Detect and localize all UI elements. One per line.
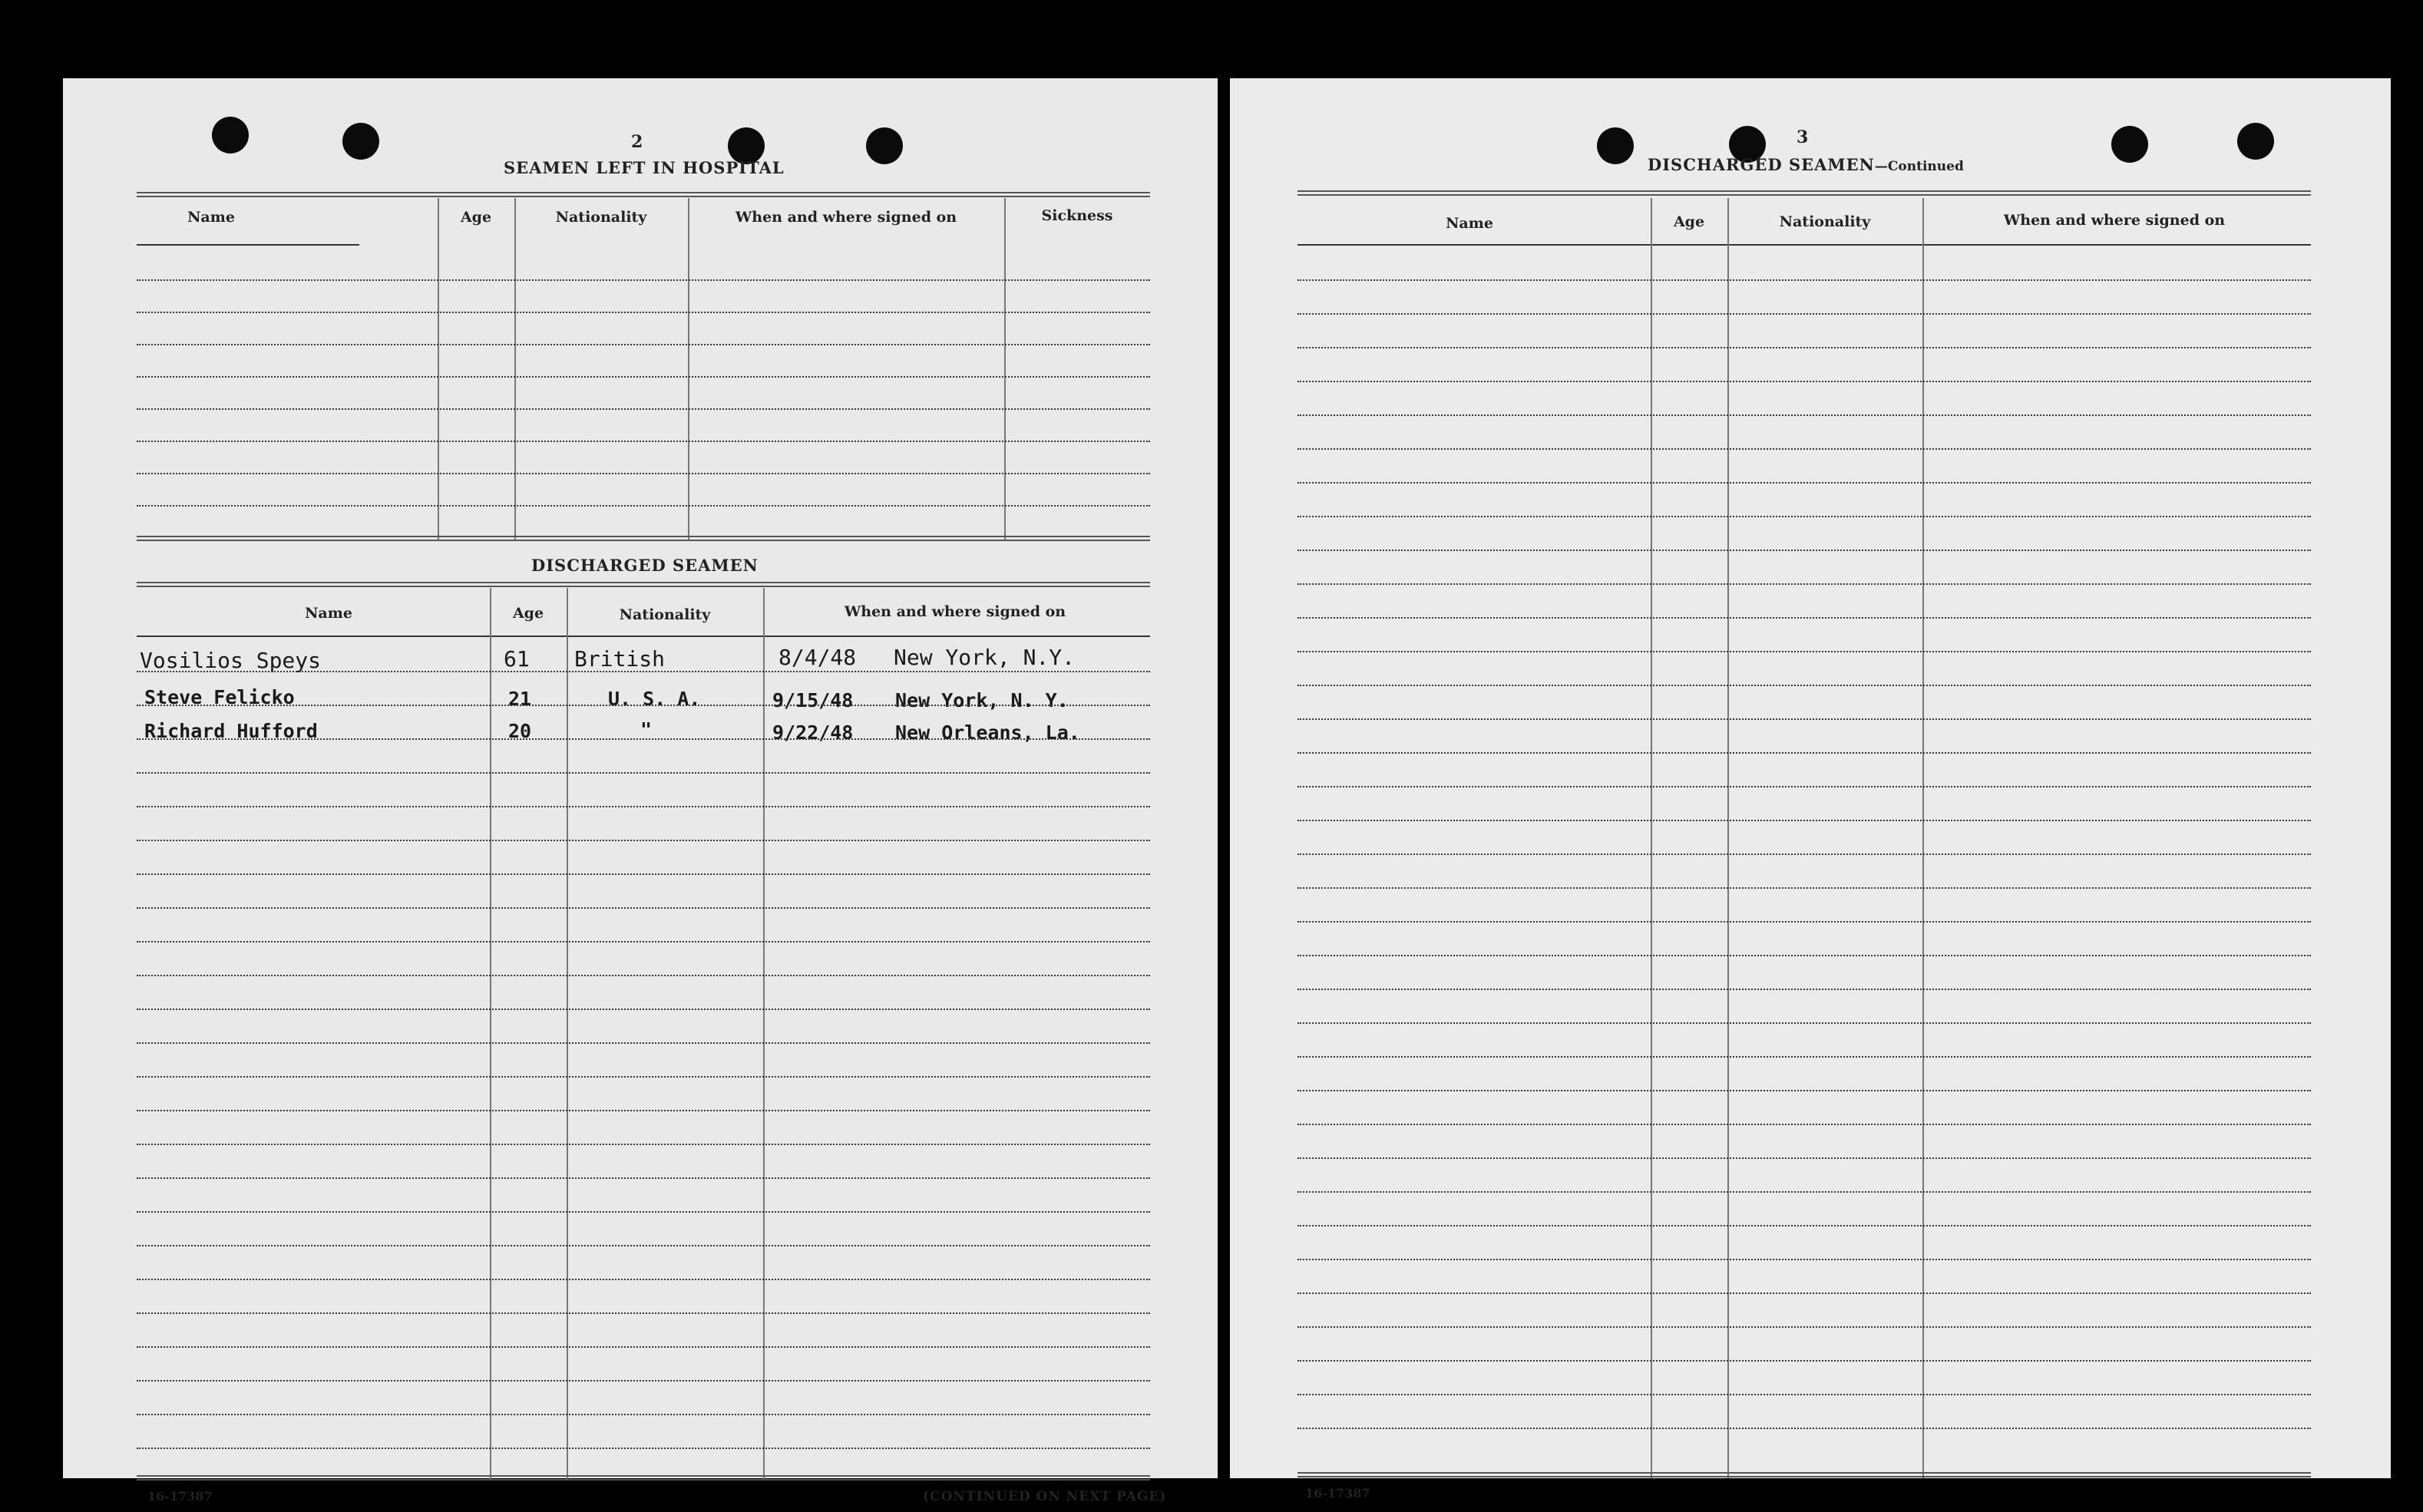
ruled-line	[137, 1076, 1150, 1078]
ruled-line	[137, 1144, 1150, 1145]
ruled-line	[137, 1110, 1150, 1111]
ruled-line	[137, 344, 1150, 345]
col-header-nationality: Nationality	[1779, 213, 1871, 230]
ruled-line	[137, 705, 1150, 706]
ruled-line	[1297, 1056, 2311, 1058]
right-page	[1230, 78, 2391, 1500]
ruled-line	[1297, 279, 2311, 281]
column-divider	[514, 198, 516, 540]
header-underline	[137, 636, 1150, 637]
col-header-name: Name	[1446, 215, 1493, 232]
ruled-line	[1297, 1428, 2311, 1429]
punch-hole	[1597, 127, 1634, 164]
ruled-line	[137, 1211, 1150, 1213]
ruled-line	[137, 408, 1150, 410]
ruled-line	[1297, 1225, 2311, 1226]
col-header-when-where: When and where signed on	[844, 603, 1066, 620]
ruled-line	[1297, 1259, 2311, 1260]
table-bottom-rule	[137, 1475, 1150, 1481]
ruled-line	[1297, 1090, 2311, 1091]
table-top-rule	[137, 192, 1150, 197]
ruled-line	[1297, 1022, 2311, 1024]
ruled-line	[137, 1380, 1150, 1382]
title-main: DISCHARGED SEAMEN	[1648, 155, 1875, 174]
ruled-line	[137, 1279, 1150, 1280]
col-header-when-where: When and where signed on	[2003, 212, 2226, 229]
discharged-place: New York, N.Y.	[894, 645, 1076, 670]
punch-hole	[2111, 126, 2148, 163]
hospital-section-title: SEAMEN LEFT IN HOSPITAL	[504, 158, 785, 177]
discharged-age: 61	[504, 646, 530, 672]
ruled-line	[137, 279, 1150, 281]
discharged-date: 9/15/48	[772, 689, 854, 711]
ruled-line	[1297, 448, 2311, 450]
page-number: 2	[631, 132, 643, 152]
ruled-line	[137, 907, 1150, 909]
ruled-line	[1297, 1157, 2311, 1159]
ruled-line	[1297, 617, 2311, 619]
ruled-line	[1297, 651, 2311, 652]
ruled-line	[137, 840, 1150, 841]
col-header-age: Age	[512, 605, 544, 622]
column-divider	[1651, 198, 1652, 1478]
col-header-nationality: Nationality	[619, 606, 711, 623]
ruled-line	[1297, 887, 2311, 889]
title-suffix: —Continued	[1874, 159, 1964, 174]
ruled-line	[137, 1346, 1150, 1348]
ruled-line	[137, 505, 1150, 507]
col-header-name: Name	[187, 209, 235, 226]
discharged-section-title: DISCHARGED SEAMEN	[531, 556, 759, 575]
ruled-line	[137, 941, 1150, 943]
ruled-line	[137, 772, 1150, 774]
discharged-date: 8/4/48	[778, 645, 857, 670]
ruled-line	[137, 1042, 1150, 1044]
left-page	[63, 78, 1218, 1504]
ruled-line	[1297, 347, 2311, 348]
punch-hole	[342, 123, 379, 160]
discharged-name: Vosilios Speys	[140, 648, 322, 673]
ruled-line	[137, 441, 1150, 442]
ruled-line	[137, 1312, 1150, 1314]
column-divider	[1004, 198, 1006, 540]
ruled-line	[1297, 685, 2311, 686]
ruled-line	[1297, 786, 2311, 787]
table-top-rule	[1297, 190, 2311, 196]
col-header-nationality: Nationality	[555, 209, 647, 226]
punch-hole	[866, 127, 903, 164]
discharged-age: 21	[508, 688, 532, 710]
discharged-place: New Orleans, La.	[895, 721, 1080, 744]
ruled-line	[137, 473, 1150, 474]
ruled-line	[1297, 820, 2311, 821]
ruled-line	[1297, 583, 2311, 585]
ruled-line	[1297, 1292, 2311, 1294]
header-underline	[137, 244, 359, 246]
ruled-line	[137, 1177, 1150, 1179]
ruled-line	[137, 312, 1150, 313]
ruled-line	[1297, 414, 2311, 416]
discharged-age: 20	[508, 720, 532, 742]
table-bottom-rule	[1297, 1472, 2311, 1477]
discharged-name: Richard Hufford	[144, 720, 318, 742]
punch-hole	[212, 117, 249, 154]
header-underline	[1297, 244, 2311, 246]
ruled-line	[1297, 853, 2311, 855]
ruled-line	[1297, 955, 2311, 956]
col-header-name: Name	[305, 605, 352, 622]
ruled-line	[137, 806, 1150, 807]
ruled-line	[1297, 752, 2311, 754]
form-number: 16-17387	[1305, 1486, 1370, 1500]
ruled-line	[137, 1448, 1150, 1449]
ruled-line	[1297, 1394, 2311, 1395]
ruled-line	[137, 738, 1150, 740]
col-header-age: Age	[1673, 213, 1705, 230]
discharged-date: 9/22/48	[772, 721, 854, 744]
ruled-line	[1297, 516, 2311, 517]
continued-note: (CONTINUED ON NEXT PAGE)	[923, 1489, 1167, 1504]
form-number: 16-17387	[147, 1489, 213, 1504]
discharged-nationality: British	[574, 646, 666, 672]
ruled-line	[137, 1245, 1150, 1246]
ruled-line	[1297, 381, 2311, 382]
ruled-line	[1297, 1360, 2311, 1362]
ruled-line	[1297, 921, 2311, 923]
ruled-line	[1297, 482, 2311, 484]
page-number: 3	[1797, 127, 1809, 147]
ruled-line	[137, 1414, 1150, 1415]
col-header-when-where: When and where signed on	[735, 209, 957, 226]
table-top-rule	[137, 582, 1150, 587]
ruled-line	[137, 1009, 1150, 1010]
discharged-continued-title	[1648, 155, 1964, 174]
punch-hole	[2237, 123, 2274, 160]
discharged-place: New York, N. Y.	[895, 689, 1069, 711]
discharged-nationality: U. S. A.	[608, 688, 701, 710]
column-divider	[438, 198, 439, 540]
ruled-line	[1297, 1124, 2311, 1125]
ruled-line	[1297, 550, 2311, 551]
ruled-line	[137, 671, 1150, 672]
ruled-line	[1297, 718, 2311, 720]
col-header-age: Age	[460, 209, 492, 226]
table-bottom-rule	[137, 536, 1150, 541]
column-divider	[688, 198, 689, 540]
ruled-line	[1297, 1326, 2311, 1328]
column-divider	[1922, 198, 1924, 1478]
ruled-line	[137, 873, 1150, 875]
col-header-sickness: Sickness	[1041, 207, 1113, 224]
ruled-line	[1297, 989, 2311, 990]
ruled-line	[1297, 313, 2311, 315]
column-divider	[1727, 198, 1729, 1478]
discharged-name: Steve Felicko	[144, 686, 295, 708]
discharged-nationality: "	[640, 718, 653, 741]
ruled-line	[137, 376, 1150, 378]
ruled-line	[137, 975, 1150, 976]
ruled-line	[1297, 1191, 2311, 1193]
